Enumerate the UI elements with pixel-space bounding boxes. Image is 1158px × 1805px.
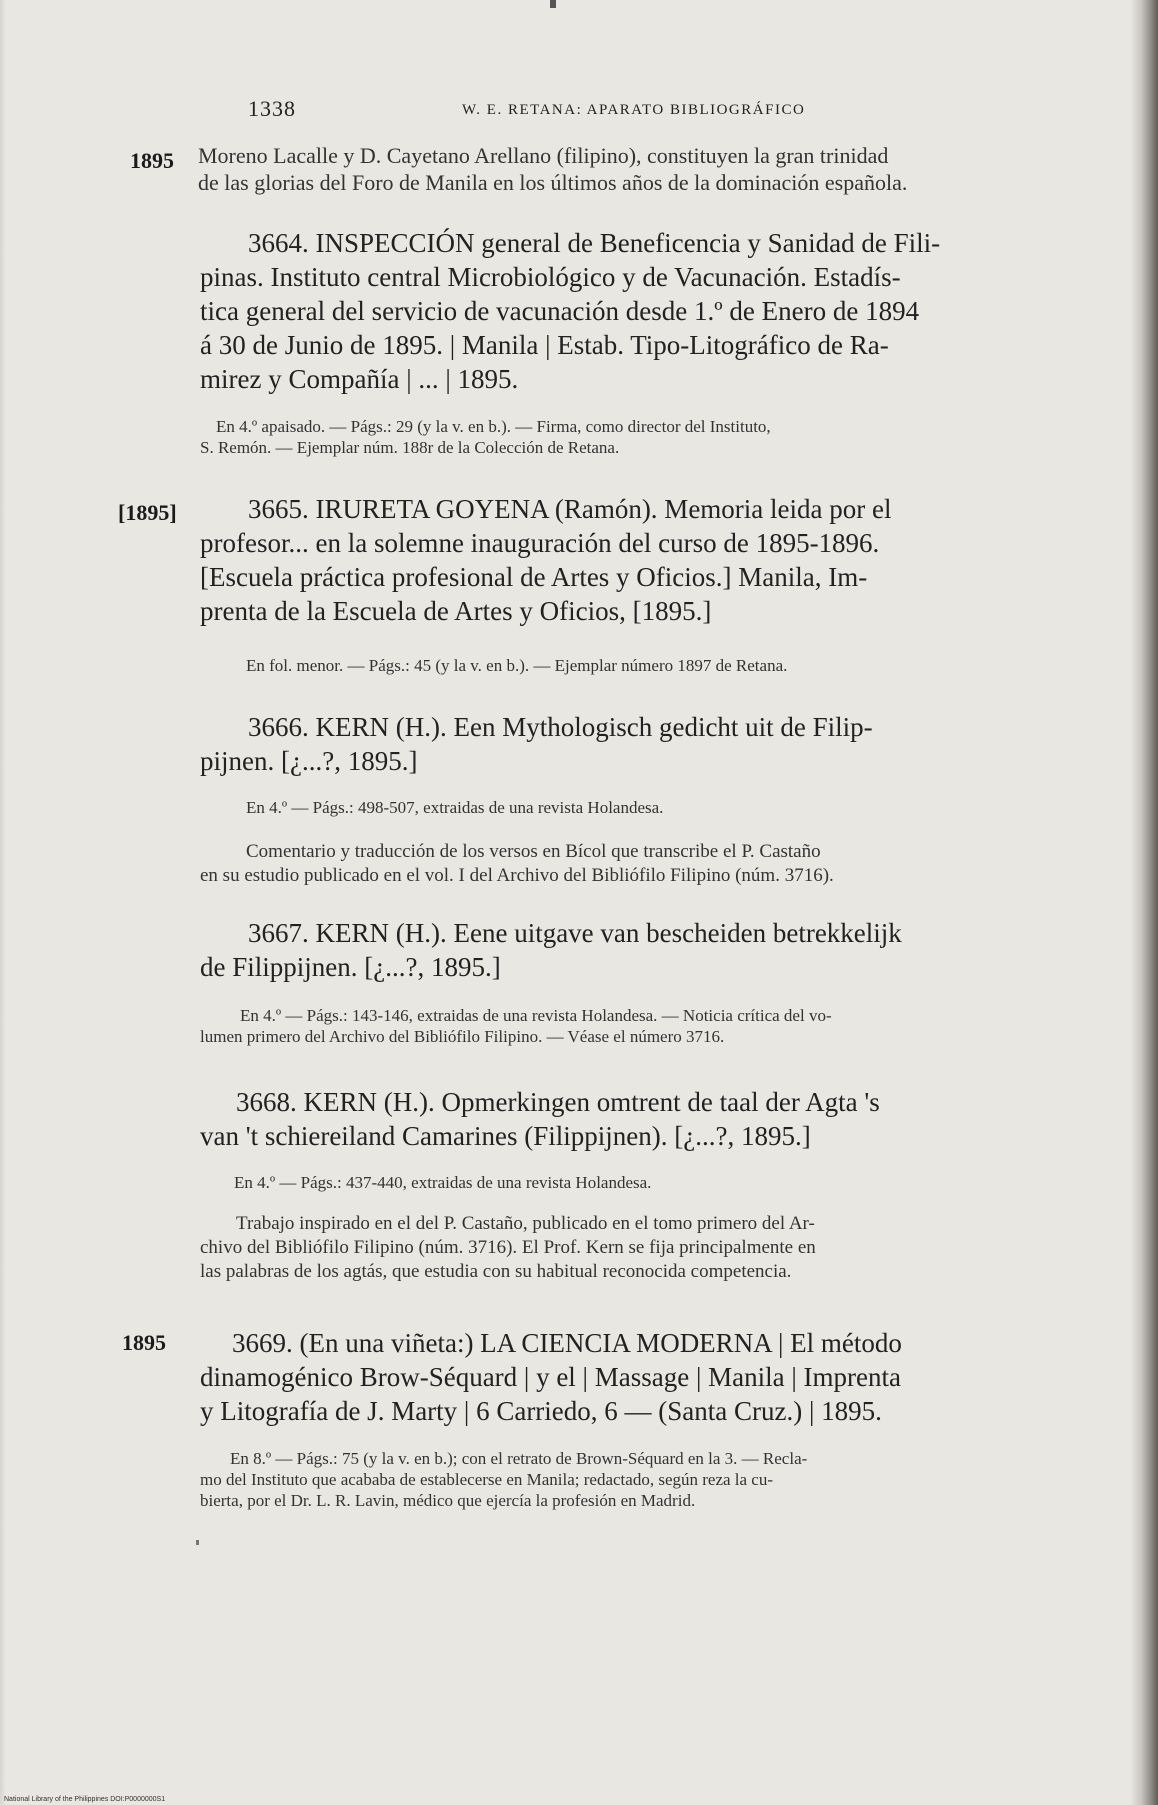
entry-number: 3664. [248,228,309,258]
margin-year: 1895 [122,1330,166,1355]
text-line: IRURETA GOYENA (Ramón). Memoria leida por el [315,494,892,524]
text-line: van 't schiereiland Camarines (Filippijnen). [¿...?, 1895.] [200,1121,811,1151]
text-line: á 30 de Junio de 1895. | Manila | Estab. Tipo-Litográfico de Ra- [200,330,889,360]
comment-line: las palabras de los agtás, que estudia con su habitual reconocida competencia. [200,1261,792,1282]
text-line: de Filippijnen. [¿...?, 1895.] [200,952,501,982]
text-line: dinamogénico Brow-Séquard | y el | Massage | Manila | Imprenta [200,1362,901,1392]
text-line: de las glorias del Foro de Manila en los últimos años de la dominación española. [198,170,908,195]
text-line: [Escuela práctica profesional de Artes y Oficios.] Manila, Im- [200,562,868,592]
entry-3664-body [200,260,1128,396]
running-title: W. E. RETANA: APARATO BIBLIOGRÁFICO [462,102,806,118]
note-line: En fol. menor. — Págs.: 45 (y la v. en b.). — Ejemplar número 1897 de Retana. [246,656,788,675]
entry-3669 [232,1326,1128,1360]
entry-3665 [248,492,1128,526]
entry-number: 3669. [232,1328,293,1358]
entry-3666 [248,710,1128,744]
page-left-shadow [0,0,6,1805]
note-line: S. Remón. — Ejemplar núm. 188r de la Colección de Retana. [200,438,620,457]
text-line: profesor... en la solemne inauguración del curso de 1895-1896. [200,528,880,558]
entry-3664 [248,226,1128,260]
running-header [248,96,918,126]
entry-3667-body [200,950,1128,984]
margin-year: [1895] [118,500,177,525]
note-line: En 8.º — Págs.: 75 (y la v. en b.); con el retrato de Brown-Séquard en la 3. — Recla- [230,1449,808,1468]
text-line: INSPECCIÓN general de Beneficencia y Sanidad de Fili- [315,228,941,258]
entry-3668-notes [234,1172,1124,1193]
page-number: 1338 [248,96,296,121]
text-line: prenta de la Escuela de Artes y Oficios, [1895.] [200,596,712,626]
comment-line: Comentario y traducción de los versos en Bícol que transcribe el P. Castaño [246,841,821,862]
comment-line: chivo del Bibliófilo Filipino (núm. 3716). El Prof. Kern se fija principalmente en [200,1237,816,1258]
entry-3667 [248,916,1128,950]
entry-3668-body [200,1119,1128,1153]
entry-first-line [248,916,1128,950]
entry-3666-comment [200,840,1136,888]
entry-3667-notes [200,1005,1130,1047]
note-line: bierta, por el Dr. L. R. Lavin, médico que ejercía la profesión en Madrid. [200,1491,696,1510]
entry-first-line [248,226,1128,260]
note-line: En 4.º — Págs.: 143-146, extraidas de una revista Holandesa. — Noticia crítica del vo- [240,1006,832,1025]
entry-first-line [248,710,1128,744]
text-line: pijnen. [¿...?, 1895.] [200,746,418,776]
scan-speck [196,1540,199,1545]
entry-3669-notes [200,1448,1126,1511]
entry-3666-notes [246,797,1126,818]
entry-3669-body [200,1360,1128,1428]
scan-credit: National Library of the Philippines DOI:P0000000S1 [4,1796,166,1803]
text-line: mirez y Compañía | ... | 1895. [200,364,519,394]
text-line: Moreno Lacalle y D. Cayetano Arellano (filipino), constituyen la gran trinidad [198,143,889,168]
comment-line: en su estudio publicado en el vol. I del Archivo del Bibliófilo Filipino (núm. 3716). [200,865,834,886]
comment-line: Trabajo inspirado en el del P. Castaño, publicado en el tomo primero del Ar- [236,1213,815,1234]
note-line: lumen primero del Archivo del Bibliófilo Filipino. — Véase el número 3716. [200,1027,725,1046]
entry-3665-body [200,526,1128,628]
entry-number: 3665. [248,494,309,524]
margin-year: 1895 [130,148,174,173]
text-line: (En una viñeta:) LA CIENCIA MODERNA | El método [299,1328,902,1358]
entry-first-line [248,492,1128,526]
entry-3668 [236,1085,1126,1119]
text-line: tica general del servicio de vacunación desde 1.º de Enero de 1894 [200,296,920,326]
entry-3668-comment [200,1212,1128,1284]
note-line: mo del Instituto que acababa de establecerse en Manila; redactado, según reza la cu- [200,1470,774,1489]
entry-number: 3667. [248,918,309,948]
entry-first-line [232,1326,1128,1360]
text-line: KERN (H.). Opmerkingen omtrent de taal der Agta 's [303,1087,880,1117]
entry-3665-notes [246,655,1126,676]
entry-number: 3666. [248,712,309,742]
text-line: y Litografía de J. Marty | 6 Carriedo, 6 — (Santa Cruz.) | 1895. [200,1396,882,1426]
entry-3664-notes [200,416,1128,458]
text-line: KERN (H.). Een Mythologisch gedicht uit de Filip- [315,712,873,742]
note-line: En 4.º — Págs.: 437-440, extraidas de una revista Holandesa. [234,1173,652,1192]
text-line: KERN (H.). Eene uitgave van bescheiden betrekkelijk [315,918,902,948]
entry-number: 3668. [236,1087,297,1117]
text-line: pinas. Instituto central Microbiológico y de Vacunación. Estadís- [200,262,901,292]
entry-3666-body [200,744,1128,778]
page-binding-edge [1130,0,1158,1805]
continuation-paragraph [198,142,1128,196]
note-line: En 4.º — Págs.: 498-507, extraidas de una revista Holandesa. [246,798,664,817]
entry-first-line [236,1085,1126,1119]
note-line: En 4.º apaisado. — Págs.: 29 (y la v. en b.). — Firma, como director del Instituto, [216,417,771,436]
scan-mark [550,0,556,8]
